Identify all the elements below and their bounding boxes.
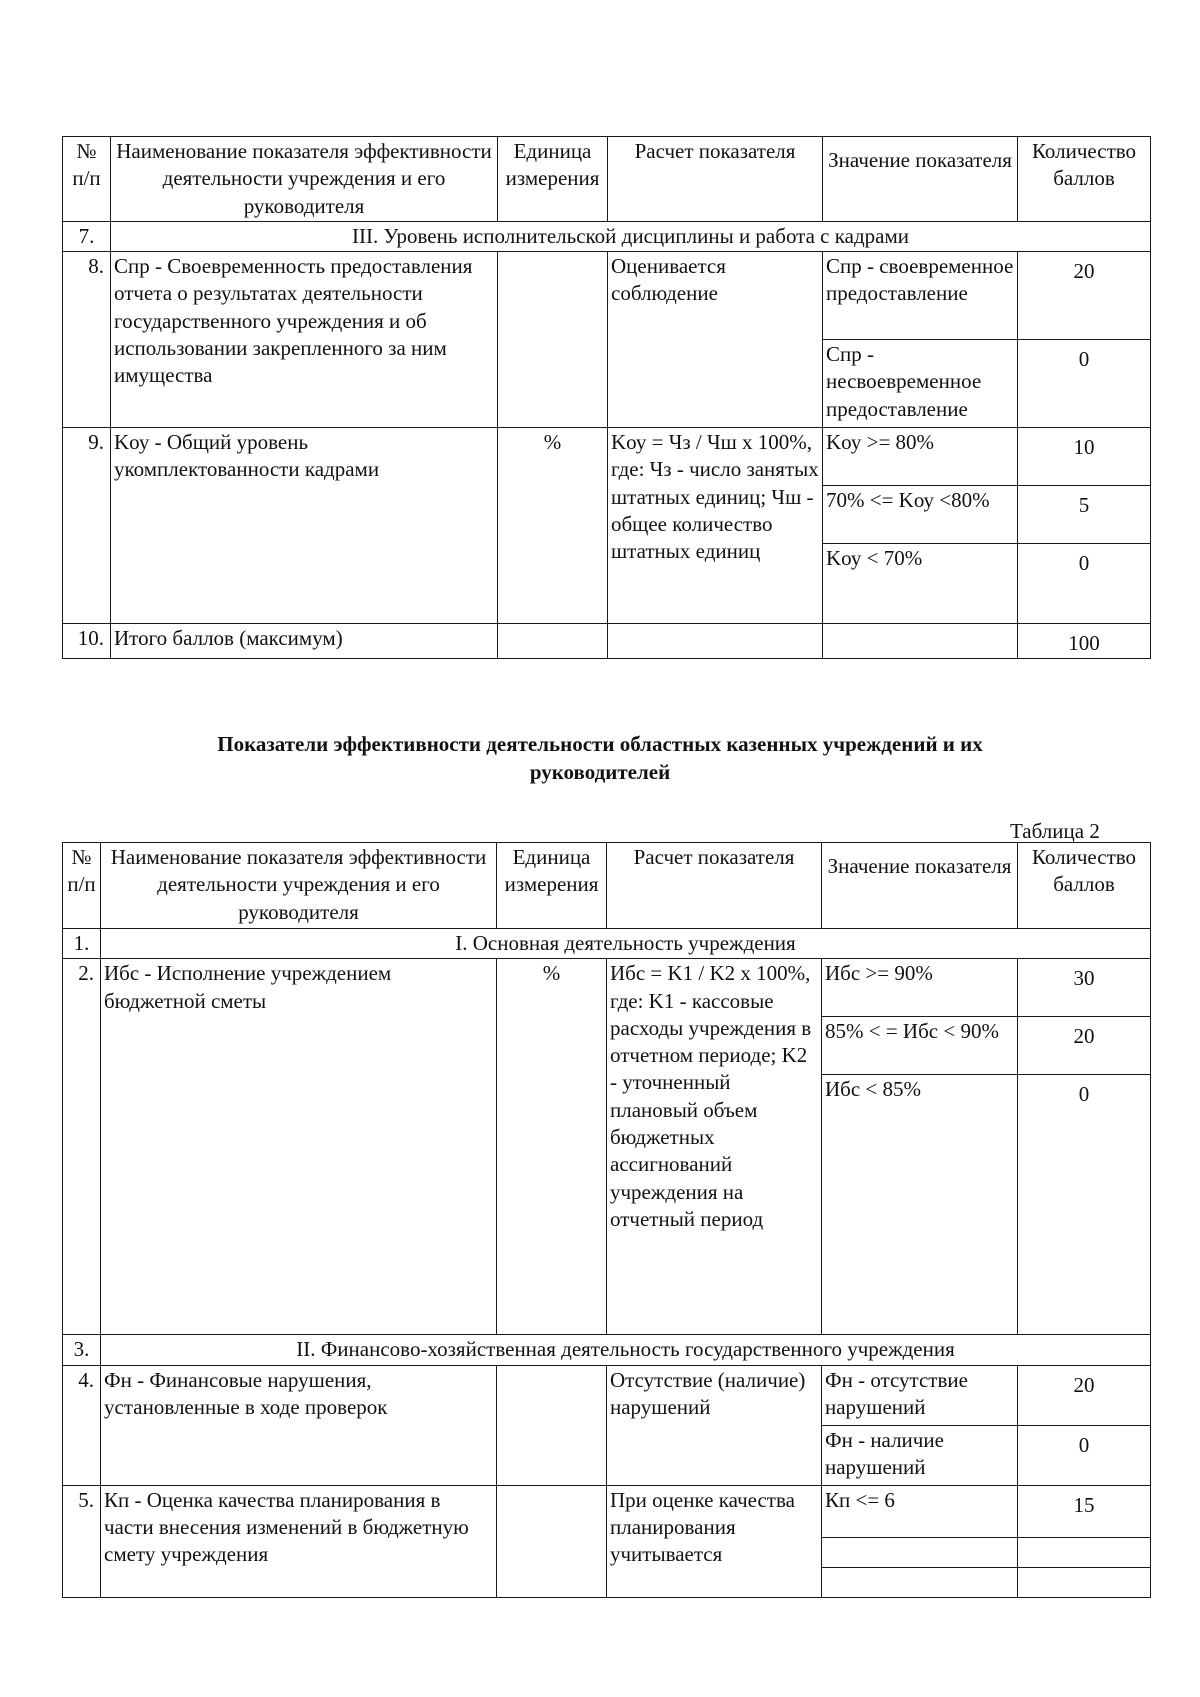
- indicator-calc: Ибс = K1 / K2 х 100%, где: K1 - кассовые расходы учреждения в отчетном периоде; K2 - уточненный плановый объем бюджетных ассигнований учреждения на отчетный период: [607, 959, 822, 1335]
- table-row: [63, 252, 1151, 340]
- indicator-score: 30: [1018, 959, 1151, 1017]
- indicator-score: 10: [1018, 428, 1151, 486]
- header-score: Количество баллов: [1018, 137, 1151, 222]
- section-title: II. Финансово-хозяйственная деятельность государственного учреждения: [101, 1335, 1151, 1365]
- indicators-table-2: [62, 842, 1151, 1598]
- indicator-name: Фн - Финансовые нарушения, установленные в ходе проверок: [101, 1365, 497, 1485]
- row-num: 3.: [63, 1335, 101, 1365]
- section-title: III. Уровень исполнительской дисциплины и работа с кадрами: [111, 221, 1151, 251]
- indicator-score: 20: [1018, 1365, 1151, 1425]
- section-row: [63, 221, 1151, 251]
- header-name: Наименование показателя эффективности деятельности учреждения и его руководителя: [101, 843, 497, 929]
- header-score: Количество баллов: [1018, 843, 1151, 929]
- section-heading: [100, 730, 1100, 787]
- header-name: Наименование показателя эффективности деятельности учреждения и его руководителя: [111, 137, 498, 222]
- row-num: 2.: [63, 959, 101, 1335]
- table-row: [63, 1365, 1151, 1425]
- header-calc: Расчет показателя: [608, 137, 823, 222]
- indicator-value: 85% < = Ибс < 90%: [822, 1017, 1018, 1075]
- indicator-value: Kоу < 70%: [823, 544, 1018, 624]
- indicator-score: 0: [1018, 544, 1151, 624]
- row-num: 9.: [63, 428, 111, 624]
- header-value: Значение показателя: [823, 137, 1018, 222]
- row-num: 7.: [63, 221, 111, 251]
- total-label: Итого баллов (максимум): [111, 624, 498, 659]
- table-row: [63, 428, 1151, 486]
- heading-line-1: Показатели эффективности деятельности областных казенных учреждений и их: [217, 732, 983, 756]
- indicator-unit: %: [497, 959, 607, 1335]
- table-header-row: [63, 843, 1151, 929]
- total-score: 100: [1018, 624, 1151, 659]
- indicator-score: 0: [1018, 340, 1151, 428]
- indicator-unit: [497, 1485, 607, 1597]
- indicator-name: Кп - Оценка качества планирования в части внесения изменений в бюджетную смету учреждения: [101, 1485, 497, 1597]
- indicator-score: 15: [1018, 1485, 1151, 1537]
- indicator-value: Ибс >= 90%: [822, 959, 1018, 1017]
- row-num: 10.: [63, 624, 111, 659]
- header-num: № п/п: [63, 137, 111, 222]
- indicator-unit: [498, 252, 608, 428]
- indicator-score: 0: [1018, 1425, 1151, 1485]
- indicator-value: 70% <= Kоу <80%: [823, 486, 1018, 544]
- section-row: [63, 1335, 1151, 1365]
- table-row: [63, 1485, 1151, 1537]
- indicator-value: Cпр - несвоевременное предоставление: [823, 340, 1018, 428]
- section-row: [63, 929, 1151, 959]
- indicator-value: Фн - наличие нарушений: [822, 1425, 1018, 1485]
- row-num: 5.: [63, 1485, 101, 1597]
- indicator-score: 0: [1018, 1075, 1151, 1335]
- indicator-name: Kоу - Общий уровень укомплектованности кадрами: [111, 428, 498, 624]
- table-label: Таблица 2: [1010, 819, 1100, 843]
- indicator-value: Фн - отсутствие нарушений: [822, 1365, 1018, 1425]
- table-header-row: [63, 137, 1151, 222]
- row-num: 8.: [63, 252, 111, 428]
- indicator-calc: Отсутствие (наличие) нарушений: [607, 1365, 822, 1485]
- indicator-name: Cпр - Своевременность предоставления отчета о результатах деятельности государственного учреждения и об использовании закрепленного за ним имущества: [111, 252, 498, 428]
- indicator-calc: Kоу = Чз / Чш х 100%, где: Чз - число занятых штатных единиц; Чш - общее количество штатных единиц: [608, 428, 823, 624]
- header-unit: Единица измерения: [497, 843, 607, 929]
- heading-line-2: руководителей: [529, 760, 671, 785]
- indicator-unit: [497, 1365, 607, 1485]
- indicators-table-continued: [62, 136, 1151, 659]
- section-title: I. Основная деятельность учреждения: [101, 929, 1151, 959]
- header-num: № п/п: [63, 843, 101, 929]
- indicator-unit: %: [498, 428, 608, 624]
- indicator-score: 20: [1018, 252, 1151, 340]
- row-num: 1.: [63, 929, 101, 959]
- indicator-calc: При оценке качества планирования учитывается: [607, 1485, 822, 1597]
- total-row: [63, 624, 1151, 659]
- indicator-value: Cпр - своевременное предоставление: [823, 252, 1018, 340]
- indicator-value: Kоу >= 80%: [823, 428, 1018, 486]
- indicator-calc: Оценивается соблюдение: [608, 252, 823, 428]
- table-row: [63, 959, 1151, 1017]
- header-unit: Единица измерения: [498, 137, 608, 222]
- indicator-value: Ибс < 85%: [822, 1075, 1018, 1335]
- header-value: Значение показателя: [822, 843, 1018, 929]
- indicator-score: 20: [1018, 1017, 1151, 1075]
- row-num: 4.: [63, 1365, 101, 1485]
- indicator-value: Кп <= 6: [822, 1485, 1018, 1537]
- header-calc: Расчет показателя: [607, 843, 822, 929]
- indicator-score: 5: [1018, 486, 1151, 544]
- indicator-name: Ибс - Исполнение учреждением бюджетной сметы: [101, 959, 497, 1335]
